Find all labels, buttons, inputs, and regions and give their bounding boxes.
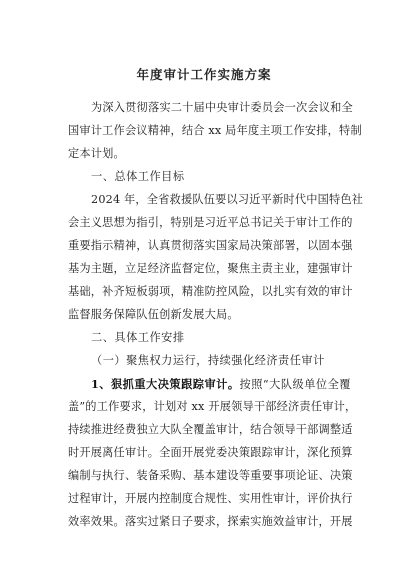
item-1-line-2: 盖”的工作要求，计划对 xx 开展领导干部经济责任审计，	[68, 400, 357, 413]
item-1-line-6: 过程审计，开展内控制度合规性、实用性审计，评价执行	[68, 492, 353, 505]
section-2-heading: 二、具体工作安排	[91, 331, 185, 344]
item-1-line-4: 时开展离任审计。全面开展党委决策跟踪审计，深化预算	[68, 446, 353, 459]
item-1-line-3: 持续推进经费独立大队全覆盖审计，结合领导干部调整适	[68, 423, 353, 436]
document-title: 年度审计工作实施方案	[136, 67, 272, 82]
intro-line-1: 为深入贯彻落实二十届中央审计委员会一次会议和全	[91, 101, 353, 114]
section-1-line-6: 监督服务保障队伍创新发展大局。	[68, 308, 239, 321]
item-1-lead-rest: 按照“大队级单位全覆	[239, 378, 351, 391]
intro-line-3: 定本计划。	[68, 147, 125, 160]
section-1-line-4: 基为主题，立足经济监督定位，聚焦主责主业，建强审计	[68, 262, 353, 275]
subsection-1-heading: （一）聚焦权力运行，持续强化经济责任审计	[91, 354, 325, 367]
item-1-lead: 1、狠抓重大决策跟踪审计。	[91, 377, 240, 391]
section-1-heading: 一、总体工作目标	[91, 170, 185, 183]
intro-line-2: 国审计工作会议精神，结合 xx 局年度主项工作安排，特制	[68, 124, 362, 137]
section-1-line-3: 重要指示精神，认真贯彻落实国家局决策部署，以固本强	[68, 239, 353, 252]
item-1-first-line	[91, 375, 351, 394]
item-1-line-7: 效率效果。落实过紧日子要求，探索实施效益审计，开展	[68, 515, 353, 528]
section-1-line-5: 基础，补齐短板弱项，精准防控风险，以扎实有效的审计	[68, 285, 353, 298]
section-1-line-1: 2024 年，全省救援队伍要以习近平新时代中国特色社	[91, 193, 364, 206]
section-1-line-2: 会主义思想为指引，特别是习近平总书记关于审计工作的	[68, 216, 353, 229]
item-1-line-5: 编制与执行、装备采购、基本建设等重要事项论证、决策	[68, 469, 353, 482]
